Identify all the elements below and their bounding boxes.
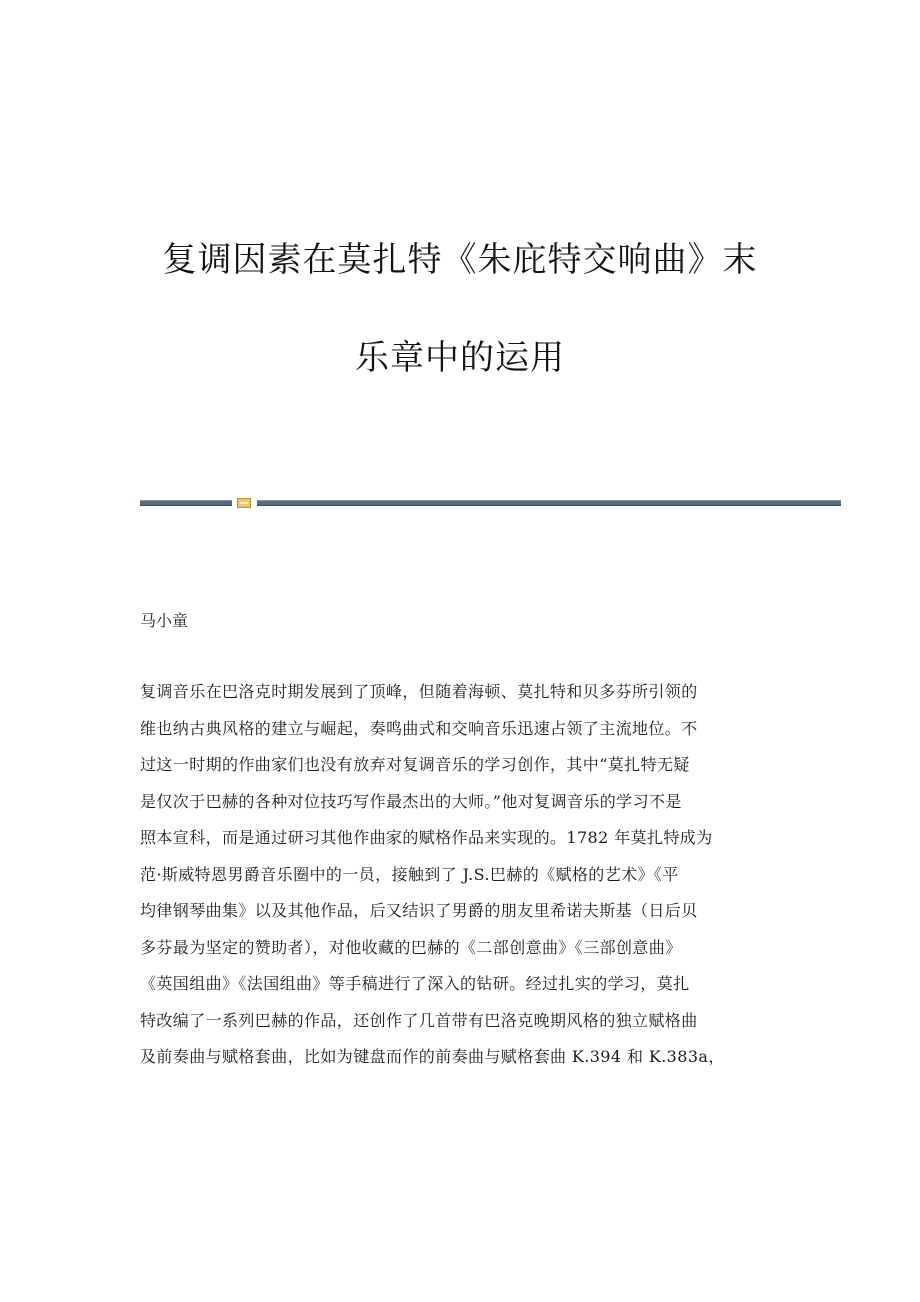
body-line: 均律钢琴曲集》以及其他作品，后又结识了男爵的朋友里希诺夫斯基（日后贝	[140, 901, 698, 920]
body-paragraph	[140, 674, 772, 1076]
body-line: 范·斯威特恩男爵音乐圈中的一员，接触到了 J.S.巴赫的《赋格的艺术》《平	[140, 864, 679, 884]
body-line: 维也纳古典风格的建立与崛起，奏鸣曲式和交响音乐迅速占领了主流地位。不	[140, 718, 698, 738]
title-divider	[140, 498, 841, 508]
body-line: 复调音乐在巴洛克时期发展到了顶峰，但随着海顿、莫扎特和贝多芬所引领的	[140, 682, 698, 701]
divider-bar-right	[257, 500, 841, 506]
body-line: 过这一时期的作曲家们也没有放弃对复调音乐的学习创作，其中“莫扎特无疑	[140, 755, 690, 774]
document-title-line-1: 复调因素在莫扎特《朱庇特交响曲》末	[162, 240, 758, 280]
body-line: 是仅次于巴赫的各种对位技巧写作最杰出的大师。”他对复调音乐的学习不是	[140, 791, 682, 811]
document-title-line-2: 乐章中的运用	[355, 338, 565, 378]
body-line: 多芬最为坚定的赞助者），对他收藏的巴赫的《二部创意曲》《三部创意曲》	[140, 937, 682, 957]
body-line: 《英国组曲》《法国组曲》等手稿进行了深入的钻研。经过扎实的学习，莫扎	[140, 974, 690, 993]
body-line: 照本宣科，而是通过研习其他作曲家的赋格作品来实现的。1782 年莫扎特成为	[140, 828, 713, 847]
author-name: 马小童	[140, 611, 189, 630]
divider-ornament-icon	[237, 498, 251, 508]
divider-bar-left	[140, 500, 232, 506]
body-line: 及前奏曲与赋格套曲，比如为键盘而作的前奏曲与赋格套曲 K.394 和 K.383a，	[140, 1047, 725, 1066]
body-line: 特改编了一系列巴赫的作品，还创作了几首带有巴洛克晚期风格的独立赋格曲	[140, 1010, 698, 1030]
